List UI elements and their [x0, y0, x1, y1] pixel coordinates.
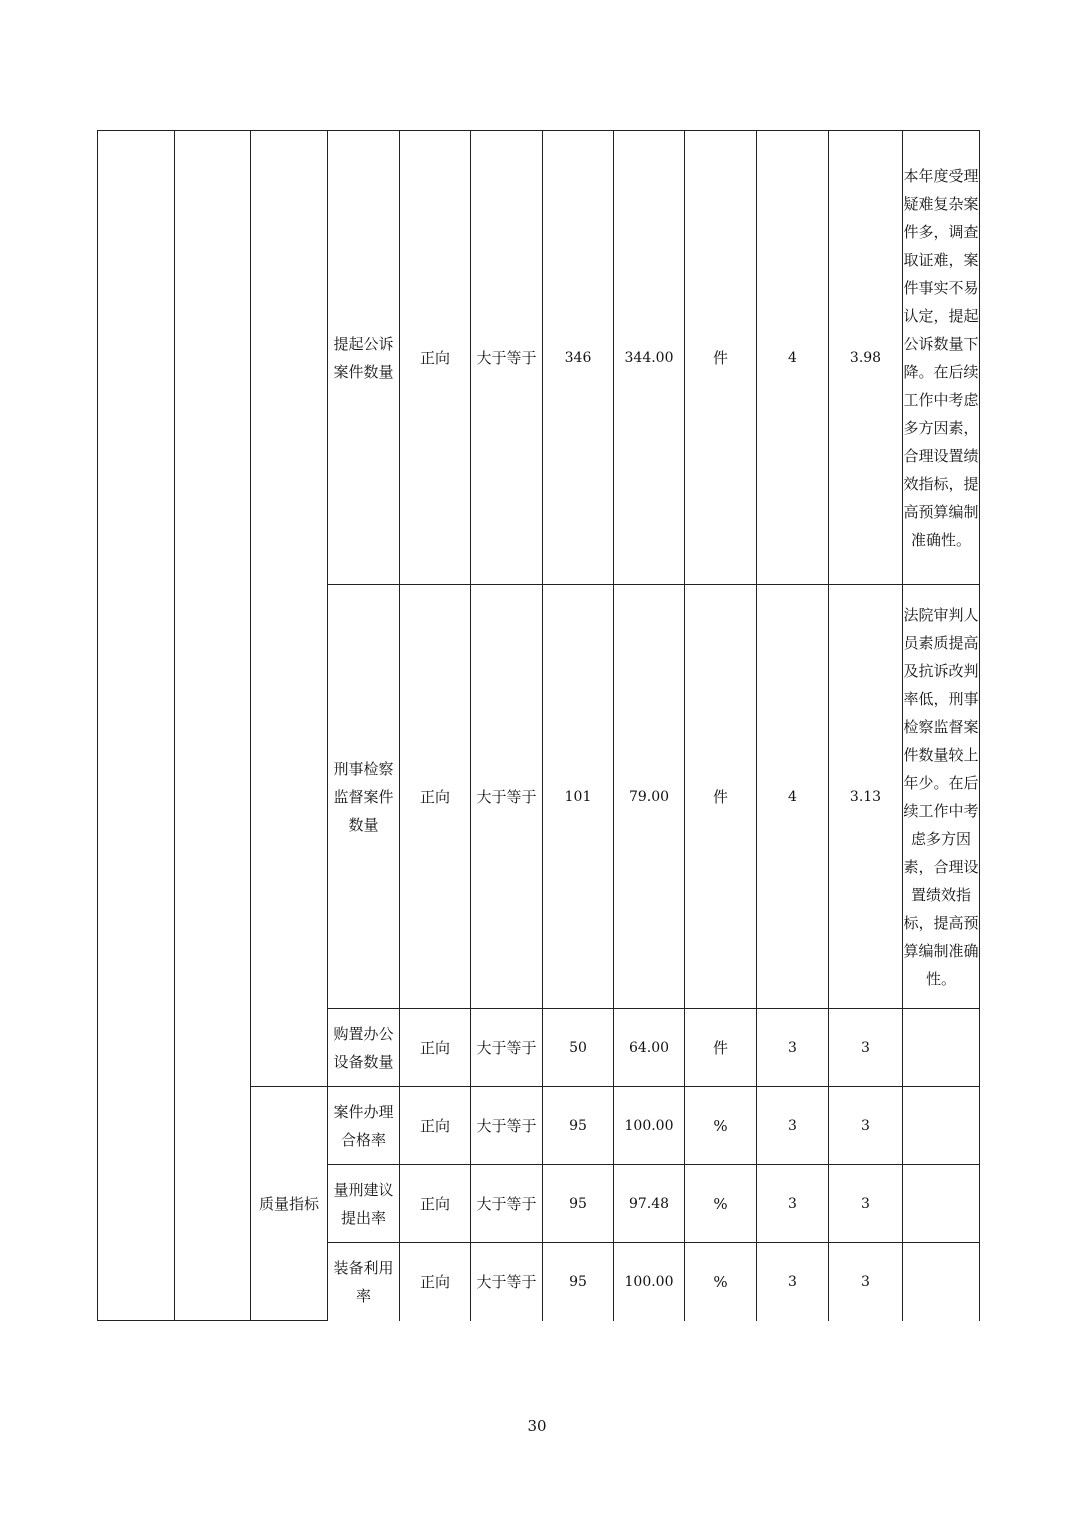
score: 3 — [829, 1243, 903, 1321]
weight: 3 — [757, 1009, 829, 1087]
indicator-name: 购置办公设备数量 — [328, 1009, 400, 1087]
score: 3.98 — [829, 131, 903, 585]
indicator-name: 刑事检察监督案件数量 — [328, 585, 400, 1009]
category-cell — [98, 131, 175, 1321]
target-value: 95 — [543, 1243, 614, 1321]
indicator-nature: 正向 — [400, 1165, 471, 1243]
indicator-name: 案件办理合格率 — [328, 1087, 400, 1165]
indicator-operator: 大于等于 — [471, 1243, 543, 1321]
score: 3 — [829, 1165, 903, 1243]
indicator-name: 量刑建议提出率 — [328, 1165, 400, 1243]
unit: % — [685, 1243, 757, 1321]
indicator-operator: 大于等于 — [471, 1087, 543, 1165]
unit: 件 — [685, 131, 757, 585]
deviation-note — [903, 1087, 980, 1165]
indicator-operator: 大于等于 — [471, 585, 543, 1009]
indicator-name: 提起公诉案件数量 — [328, 131, 400, 585]
deviation-note — [903, 1165, 980, 1243]
indicator-nature: 正向 — [400, 1087, 471, 1165]
indicator-nature: 正向 — [400, 1243, 471, 1321]
deviation-note — [903, 1009, 980, 1087]
weight: 4 — [757, 131, 829, 585]
target-value: 101 — [543, 585, 614, 1009]
indicator-operator: 大于等于 — [471, 1009, 543, 1087]
weight: 3 — [757, 1087, 829, 1165]
actual-value: 64.00 — [614, 1009, 685, 1087]
actual-value: 79.00 — [614, 585, 685, 1009]
actual-value: 97.48 — [614, 1165, 685, 1243]
subcategory-quantity-cell — [251, 131, 328, 1087]
actual-value: 100.00 — [614, 1087, 685, 1165]
unit: 件 — [685, 1009, 757, 1087]
indicator-operator: 大于等于 — [471, 1165, 543, 1243]
subcategory-cell — [175, 131, 251, 1321]
indicator-nature: 正向 — [400, 585, 471, 1009]
table-row — [98, 131, 980, 585]
weight: 3 — [757, 1165, 829, 1243]
page-number: 30 — [527, 1417, 547, 1435]
indicator-nature: 正向 — [400, 1009, 471, 1087]
actual-value: 344.00 — [614, 131, 685, 585]
score: 3 — [829, 1009, 903, 1087]
deviation-note: 法院审判人员素质提高及抗诉改判率低，刑事检察监督案件数量较上年少。在后续工作中考虑多方因素，合理设置绩效指标，提高预算编制准确性。 — [903, 585, 980, 1009]
subcategory-quality-cell: 质量指标 — [251, 1087, 328, 1321]
weight: 4 — [757, 585, 829, 1009]
target-value: 50 — [543, 1009, 614, 1087]
score: 3 — [829, 1087, 903, 1165]
indicator-operator: 大于等于 — [471, 131, 543, 585]
performance-table — [97, 130, 980, 1321]
deviation-note: 本年度受理疑难复杂案件多，调查取证难，案件事实不易认定，提起公诉数量下降。在后续工作中考虑多方因素，合理设置绩效指标，提高预算编制准确性。 — [903, 131, 980, 585]
actual-value: 100.00 — [614, 1243, 685, 1321]
target-value: 95 — [543, 1087, 614, 1165]
score: 3.13 — [829, 585, 903, 1009]
target-value: 95 — [543, 1165, 614, 1243]
target-value: 346 — [543, 131, 614, 585]
indicator-nature: 正向 — [400, 131, 471, 585]
weight: 3 — [757, 1243, 829, 1321]
unit: % — [685, 1165, 757, 1243]
unit: % — [685, 1087, 757, 1165]
indicator-name: 装备利用率 — [328, 1243, 400, 1321]
unit: 件 — [685, 585, 757, 1009]
deviation-note — [903, 1243, 980, 1321]
